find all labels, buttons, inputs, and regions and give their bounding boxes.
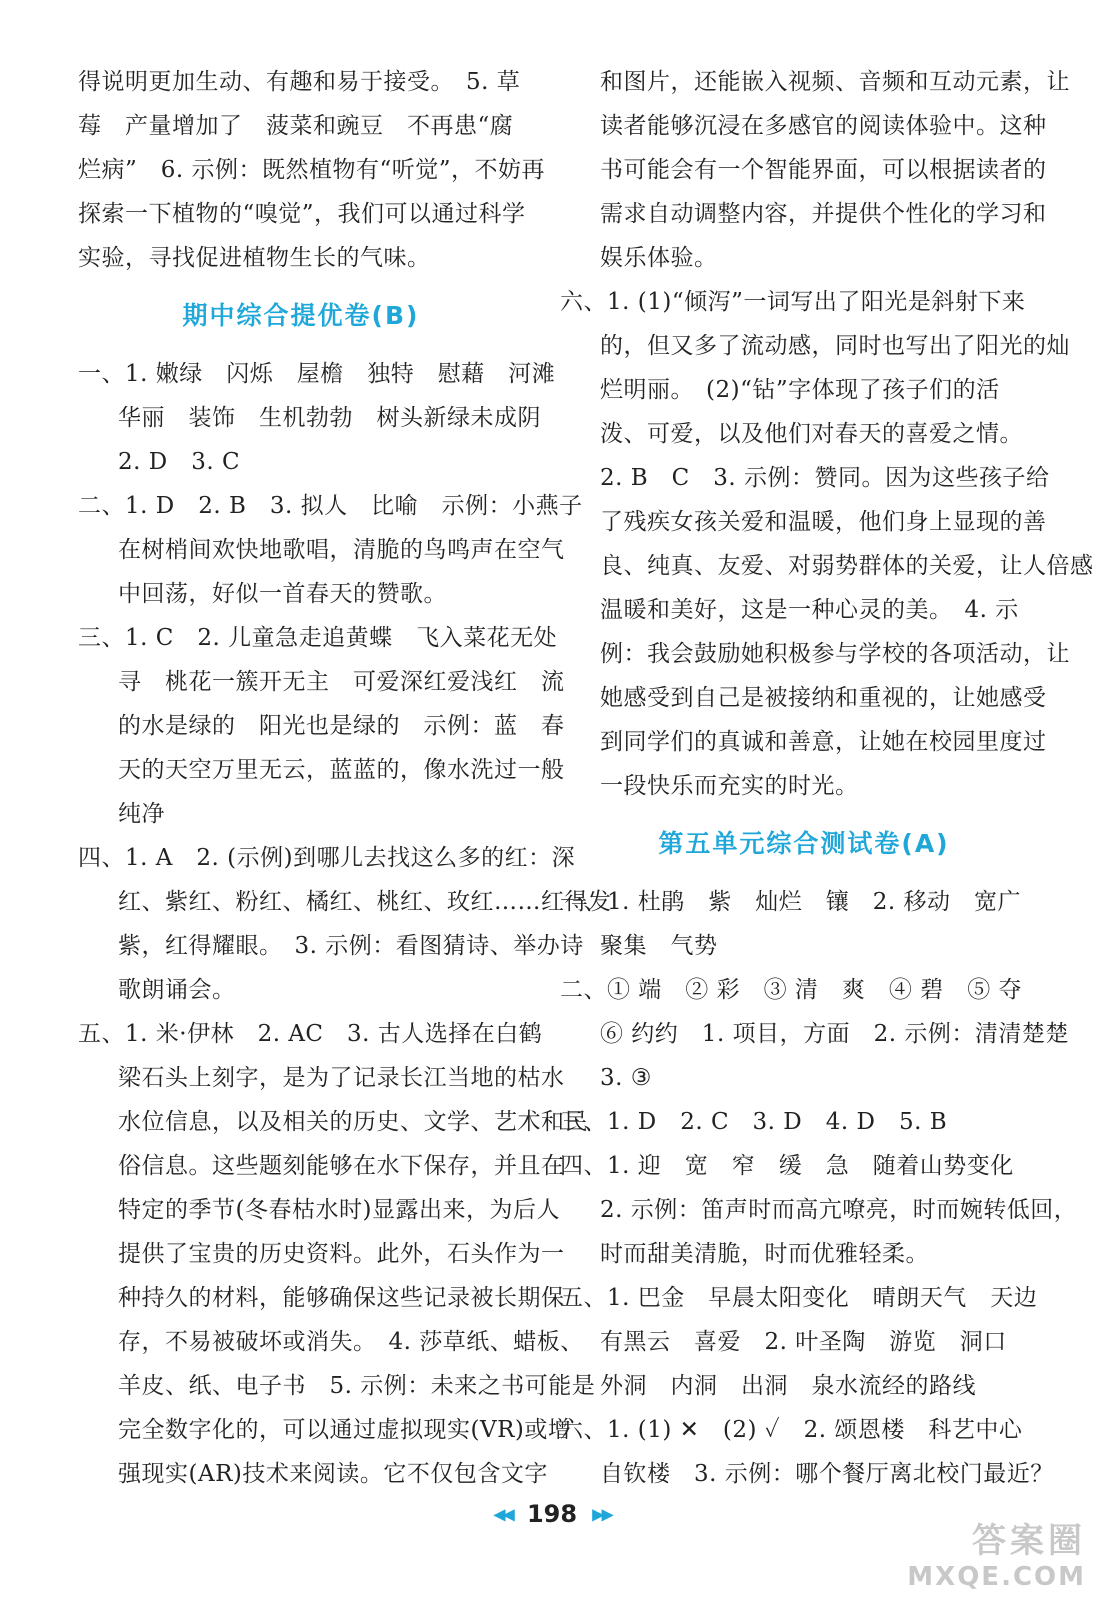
text-line: 纯净 bbox=[118, 801, 165, 827]
text-line: 六、1. (1) ✕ (2) ✓ 2. 颂恩楼 科艺中心 bbox=[560, 1417, 1023, 1443]
left-column bbox=[78, 60, 612, 1496]
text-line: 五、1. 米·伊林 2. AC 3. 古人选择在白鹤 bbox=[78, 1021, 543, 1047]
text-line: 俗信息。这些题刻能够在水下保存，并且在 bbox=[118, 1153, 565, 1179]
right-answer-lines bbox=[560, 880, 1078, 1496]
section-title-midterm-b: 期中综合提优卷(B) bbox=[182, 301, 420, 330]
text-line: 二、① 端 ② 彩 ③ 清 爽 ④ 碧 ⑤ 夺 bbox=[560, 977, 1023, 1003]
text-line: 三、1. D 2. C 3. D 4. D 5. B bbox=[560, 1109, 948, 1135]
text-line: 实验，寻找促进植物生长的气味。 bbox=[78, 245, 431, 271]
text-line: 强现实(AR)技术来阅读。它不仅包含文字 bbox=[118, 1461, 548, 1487]
right-column bbox=[560, 60, 1094, 1496]
text-line: 莓 产量增加了 菠菜和豌豆 不再患“腐 bbox=[78, 113, 514, 139]
text-line: 到同学们的真诚和善意，让她在校园里度过 bbox=[600, 729, 1047, 755]
text-line: 存，不易被破坏或消失。 4. 莎草纸、蜡板、 bbox=[118, 1329, 584, 1355]
text-line: 探索一下植物的“嗅觉”，我们可以通过科学 bbox=[78, 201, 526, 227]
text-line: 2. 示例：笛声时而高亢嘹亮，时而婉转低回， bbox=[600, 1197, 1078, 1223]
text-line: 紫，红得耀眼。 3. 示例：看图猜诗、举办诗 bbox=[118, 933, 584, 959]
text-line: 四、1. A 2. (示例)到哪儿去找这么多的红：深 bbox=[78, 845, 576, 871]
text-line: 聚集 气势 bbox=[600, 933, 718, 959]
text-line: 2. D 3. C bbox=[118, 449, 241, 475]
text-line: 天的天空万里无云，蓝蓝的，像水洗过一般 bbox=[118, 757, 565, 783]
watermark-en: MXQE.COM bbox=[907, 1562, 1086, 1592]
text-line: 二、1. D 2. B 3. 拟人 比喻 示例：小燕子 bbox=[78, 493, 583, 519]
text-line: 她感受到自己是被接纳和重视的，让她感受 bbox=[600, 685, 1047, 711]
text-line: 在树梢间欢快地歌唱，清脆的鸟鸣声在空气 bbox=[118, 537, 565, 563]
left-top-lines bbox=[78, 60, 546, 280]
text-line: 红、紫红、粉红、橘红、桃红、玫红……红得发 bbox=[118, 889, 612, 915]
text-line: 中回荡，好似一首春天的赞歌。 bbox=[118, 581, 447, 607]
text-line: 水位信息，以及相关的历史、文学、艺术和民 bbox=[118, 1109, 588, 1135]
text-line: 羊皮、纸、电子书 5. 示例：未来之书可能是 bbox=[118, 1373, 596, 1399]
text-line: 一段快乐而充实的时光。 bbox=[600, 773, 859, 799]
text-line: 泼、可爱，以及他们对春天的喜爱之情。 bbox=[600, 421, 1023, 447]
right-top-lines bbox=[560, 60, 1094, 808]
text-line: 寻 桃花一簇开无主 可爱深红爱浅红 流 bbox=[118, 669, 565, 695]
text-line: 了残疾女孩关爱和温暖，他们身上显现的善 bbox=[600, 509, 1047, 535]
text-line: 温暖和美好，这是一种心灵的美。 4. 示 bbox=[600, 597, 1019, 623]
text-line: 提供了宝贵的历史资料。此外，石头作为一 bbox=[118, 1241, 565, 1267]
text-line: 娱乐体验。 bbox=[600, 245, 718, 271]
text-line: 歌朗诵会。 bbox=[118, 977, 236, 1003]
text-line: 得说明更加生动、有趣和易于接受。 5. 草 bbox=[78, 69, 521, 95]
prev-page-icon: ◀◀ bbox=[493, 1504, 512, 1524]
text-line: 梁石头上刻字，是为了记录长江当地的枯水 bbox=[118, 1065, 565, 1091]
text-line: 2. B C 3. 示例：赞同。因为这些孩子给 bbox=[600, 465, 1050, 491]
text-line: 例：我会鼓励她积极参与学校的各项活动，让 bbox=[600, 641, 1070, 667]
watermark-cn: 答案圈 bbox=[972, 1521, 1086, 1561]
text-line: 一、1. 嫩绿 闪烁 屋檐 独特 慰藉 河滩 bbox=[78, 361, 556, 387]
text-line: 有黑云 喜爱 2. 叶圣陶 游览 洞口 bbox=[600, 1329, 1007, 1355]
text-line: 自钦楼 3. 示例：哪个餐厅离北校门最近？ bbox=[600, 1461, 1054, 1487]
text-line: 华丽 装饰 生机勃勃 树头新绿未成阴 bbox=[118, 405, 541, 431]
text-line: 特定的季节(冬春枯水时)显露出来，为后人 bbox=[118, 1197, 560, 1223]
watermark-logo bbox=[907, 1513, 1086, 1592]
text-line: 烂明丽。 (2)“钻”字体现了孩子们的活 bbox=[600, 377, 1000, 403]
text-line: 外洞 内洞 出洞 泉水流经的路线 bbox=[600, 1373, 976, 1399]
text-line: 的，但又多了流动感，同时也写出了阳光的灿 bbox=[600, 333, 1070, 359]
text-line: 3. ③ bbox=[600, 1065, 652, 1091]
left-answer-lines bbox=[78, 352, 612, 1496]
next-page-icon: ▶▶ bbox=[592, 1504, 611, 1524]
section-title-unit5-a: 第五单元综合测试卷(A) bbox=[658, 829, 950, 858]
text-line: 种持久的材料，能够确保这些记录被长期保 bbox=[118, 1285, 565, 1311]
text-line: 时而甜美清脆，时而优雅轻柔。 bbox=[600, 1241, 929, 1267]
text-line: 良、纯真、友爱、对弱势群体的关爱，让人倍感 bbox=[600, 553, 1094, 579]
text-line: 完全数字化的，可以通过虚拟现实(VR)或增 bbox=[118, 1417, 572, 1443]
text-line: 一、1. 杜鹃 紫 灿烂 镶 2. 移动 宽广 bbox=[560, 889, 1022, 915]
text-line: 需求自动调整内容，并提供个性化的学习和 bbox=[600, 201, 1047, 227]
text-line: 读者能够沉浸在多感官的阅读体验中。这种 bbox=[600, 113, 1047, 139]
text-line: 五、1. 巴金 早晨太阳变化 晴朗天气 天边 bbox=[560, 1285, 1038, 1311]
text-line: ⑥ 约约 1. 项目，方面 2. 示例：清清楚楚 bbox=[600, 1021, 1069, 1047]
page-number: 198 bbox=[526, 1500, 578, 1528]
text-line: 的水是绿的 阳光也是绿的 示例：蓝 春 bbox=[118, 713, 565, 739]
text-line: 三、1. C 2. 儿童急走追黄蝶 飞入菜花无处 bbox=[78, 625, 558, 651]
text-line: 书可能会有一个智能界面，可以根据读者的 bbox=[600, 157, 1047, 183]
text-line: 四、1. 迎 宽 窄 缓 急 随着山势变化 bbox=[560, 1153, 1014, 1179]
text-line: 烂病” 6. 示例：既然植物有“听觉”，不妨再 bbox=[78, 157, 546, 183]
text-line: 六、1. (1)“倾泻”一词写出了阳光是斜射下来 bbox=[560, 289, 1026, 315]
text-line: 和图片，还能嵌入视频、音频和互动元素，让 bbox=[600, 69, 1070, 95]
